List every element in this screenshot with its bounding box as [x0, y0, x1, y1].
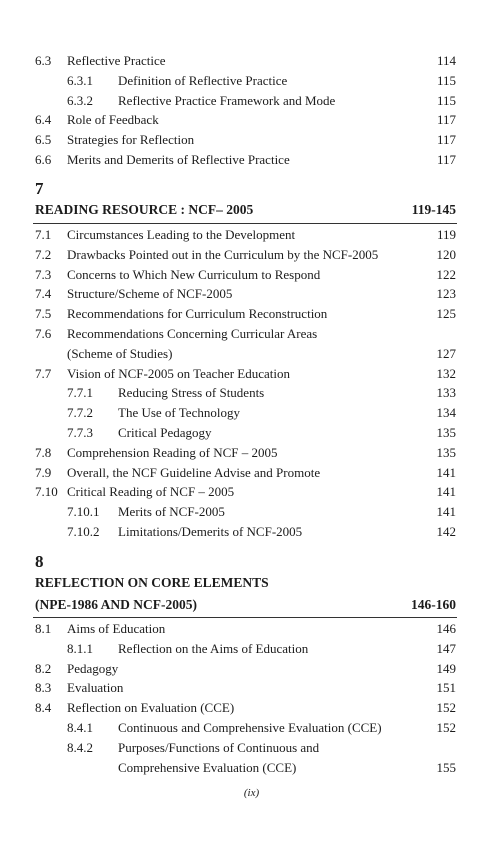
- toc-entry-number: 7.4: [35, 286, 52, 302]
- toc-entry-number: 7.3: [35, 266, 52, 282]
- toc-entry-title: Critical Reading of NCF – 2005: [67, 484, 235, 500]
- chapter-8-rule: [33, 617, 457, 618]
- toc-entry-title: The Use of Technology: [118, 405, 240, 421]
- toc-entry-page: 152: [436, 720, 456, 735]
- toc-entry-title: Drawbacks Pointed out in the Curriculum by the NCF-2005: [67, 246, 379, 262]
- toc-entry: [0, 324, 503, 344]
- toc-entry: [0, 482, 503, 502]
- toc-entry-page: 135: [436, 444, 456, 460]
- toc-entry-page: 114: [436, 53, 456, 68]
- chapter-7-title: READING RESOURCE : NCF– 2005: [35, 202, 254, 217]
- toc-entry: [0, 403, 503, 423]
- toc-entry-number: 7.10.1: [67, 504, 100, 520]
- toc-entry: [0, 639, 503, 659]
- toc-entry-number: 7.1: [35, 227, 52, 242]
- chapter-7-rule: [33, 223, 457, 224]
- toc-entry: [0, 718, 503, 738]
- toc-entry-title: Reflective Practice: [67, 53, 166, 68]
- toc-entry: [0, 71, 503, 91]
- chapter-8-heading-line2: [0, 594, 503, 616]
- chapter-8-pages: 146-160: [411, 597, 456, 612]
- toc-entry-page: 147: [436, 640, 456, 656]
- toc-entry-title: Limitations/Demerits of NCF-2005: [118, 524, 303, 539]
- toc-entry-number: 6.3: [35, 53, 52, 68]
- toc-entry-title: Aims of Education: [67, 621, 166, 636]
- toc-entry-page: 132: [436, 365, 456, 381]
- toc-entry: [0, 522, 503, 542]
- toc-entry-number: 8.3: [35, 680, 52, 696]
- toc-entry: [0, 502, 503, 522]
- toc-entry-page: 122: [436, 266, 456, 282]
- chapter-8-heading-line1: [0, 572, 503, 594]
- toc-entry-number: 6.3.2: [67, 92, 93, 108]
- toc-entry-page: 127: [436, 345, 456, 361]
- toc-entry-page: 152: [436, 700, 456, 716]
- toc-entry-number: 8.4.1: [67, 720, 93, 735]
- page-number-footer: (ix): [243, 787, 260, 799]
- toc-entry: [0, 225, 503, 245]
- toc-entry-number: 8.2: [35, 660, 52, 676]
- toc-entry: [0, 619, 503, 639]
- toc-entry-page: 117: [436, 132, 456, 148]
- toc-entry: [0, 698, 503, 718]
- toc-entry-page: 117: [436, 112, 456, 128]
- toc-entry-title: Role of Feedback: [67, 112, 159, 128]
- toc-entry-number: 7.7.3: [67, 425, 93, 440]
- toc-entry: [0, 463, 503, 483]
- toc-entry-title: Reflection on the Aims of Education: [118, 640, 309, 656]
- toc-entry-page: 123: [436, 286, 456, 302]
- chapter-8-title-line2: (NPE-1986 AND NCF-2005): [35, 597, 197, 612]
- toc-entry-title: Structure/Scheme of NCF-2005: [67, 286, 233, 302]
- toc-entry: [0, 344, 503, 364]
- chapter-7-heading: [0, 199, 503, 221]
- toc-entry-title: Circumstances Leading to the Development: [67, 227, 296, 242]
- toc-entry-title: Evaluation: [67, 680, 124, 696]
- toc-entry: [0, 758, 503, 778]
- toc-entry-title: Overall, the NCF Guideline Advise and Promote: [67, 464, 321, 480]
- toc-entry-page: 149: [436, 660, 456, 676]
- toc-entry-title: Reflective Practice Framework and Mode: [118, 92, 336, 108]
- toc-entry-title: Comprehensive Evaluation (CCE): [118, 759, 297, 775]
- toc-entry-number: 6.4: [35, 112, 52, 128]
- toc-entry-page: 135: [436, 425, 456, 440]
- toc-entry: [0, 150, 503, 170]
- toc-entry-page: 155: [436, 759, 456, 775]
- toc-entry: [0, 423, 503, 443]
- toc-entry: [0, 738, 503, 758]
- toc-entry-number: 7.6: [35, 326, 52, 341]
- toc-entry-number: 7.10: [35, 484, 58, 500]
- toc-entry-page: 115: [436, 92, 456, 108]
- toc-entry-page: 141: [436, 504, 456, 520]
- toc-entry-number: 7.7.2: [67, 405, 93, 421]
- toc-entry: [0, 383, 503, 403]
- toc-entry-number: 7.5: [35, 306, 52, 322]
- toc-entry-number: 7.10.2: [67, 524, 100, 539]
- toc-entry-title: Purposes/Functions of Continuous and: [118, 739, 320, 755]
- toc-entry-title: Recommendations for Curriculum Reconstruction: [67, 306, 328, 322]
- toc-entry-number: 6.5: [35, 132, 52, 148]
- toc-entry-title: Pedagogy: [67, 660, 119, 676]
- toc-entry-title: Comprehension Reading of NCF – 2005: [67, 444, 278, 460]
- toc-entry-number: 7.9: [35, 464, 52, 480]
- toc-entry-page: 141: [436, 484, 456, 500]
- toc-entry-title: Concerns to Which New Curriculum to Respond: [67, 266, 321, 282]
- toc-entry-title: Continuous and Comprehensive Evaluation (CCE): [118, 720, 382, 735]
- toc-entry: [0, 304, 503, 324]
- toc-entry-number: 7.7: [35, 365, 52, 381]
- toc-entry-number: 8.4.2: [67, 739, 93, 755]
- toc-entry-page: 120: [436, 246, 456, 262]
- toc-entry-number: 6.3.1: [67, 72, 93, 88]
- toc-entry-number: 7.2: [35, 246, 52, 262]
- toc-entry-page: 142: [436, 524, 456, 539]
- toc-entry-title: Recommendations Concerning Curricular Areas: [67, 326, 318, 341]
- toc-entry-title: Strategies for Reflection: [67, 132, 195, 148]
- toc-entry-page: 115: [436, 72, 456, 88]
- toc-entry-title: Reflection on Evaluation (CCE): [67, 700, 235, 716]
- toc-entry-page: 146: [436, 621, 456, 636]
- toc-entry-title: Vision of NCF-2005 on Teacher Education: [67, 365, 290, 381]
- toc-entry-number: 8.1.1: [67, 640, 93, 656]
- toc-entry-page: 119: [436, 227, 456, 242]
- chapter-8-title-line1: REFLECTION ON CORE ELEMENTS: [35, 575, 269, 590]
- toc-entry: [0, 678, 503, 698]
- toc-entry-title: Reducing Stress of Students: [118, 385, 265, 401]
- toc-entry: [0, 110, 503, 130]
- toc-entry: [0, 265, 503, 285]
- toc-entry: [0, 130, 503, 150]
- toc-entry-title: Definition of Reflective Practice: [118, 72, 288, 88]
- toc-entry: [0, 91, 503, 111]
- toc-entry-title: Merits of NCF-2005: [118, 504, 225, 520]
- toc-entry-number: 6.6: [35, 152, 52, 167]
- toc-entry: [0, 659, 503, 679]
- toc-entry-page: 151: [436, 680, 456, 696]
- toc-entry-page: 133: [436, 385, 456, 401]
- toc-entry-title: Merits and Demerits of Reflective Practice: [67, 152, 290, 167]
- chapter-7-pages: 119-145: [411, 202, 456, 217]
- toc-entry: [0, 364, 503, 384]
- toc-entry-number: 7.8: [35, 444, 52, 460]
- chapter-7-number: 7: [35, 179, 44, 198]
- toc-entry-page: 125: [436, 306, 456, 322]
- toc-entry-page: 141: [436, 464, 456, 480]
- toc-entry-number: 8.4: [35, 700, 52, 716]
- toc-entry-title: Critical Pedagogy: [118, 425, 212, 440]
- toc-entry-page: 134: [436, 405, 456, 421]
- toc-entry-number: 8.1: [35, 621, 52, 636]
- toc-entry: [0, 284, 503, 304]
- toc-entry-number: 7.7.1: [67, 385, 93, 401]
- toc-entry-title: (Scheme of Studies): [67, 345, 173, 361]
- toc-entry: [0, 443, 503, 463]
- chapter-8-number: 8: [35, 552, 44, 571]
- toc-entry: [0, 51, 503, 71]
- toc-entry: [0, 245, 503, 265]
- toc-entry-page: 117: [436, 152, 456, 167]
